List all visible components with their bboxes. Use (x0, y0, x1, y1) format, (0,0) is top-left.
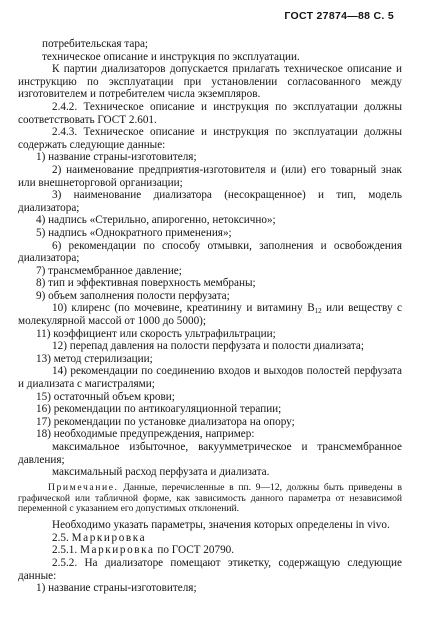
list-item-clearance (18, 302, 402, 327)
list-item: 17) рекомендации по установке диализатора на опору; (36, 415, 295, 428)
list-item: 14) рекомендации по соединению входов и выходов полостей перфузата и диализата с магистралями; (18, 365, 402, 391)
note (18, 483, 402, 515)
text-line: максимальное избыточное, вакуумметрическое и трансмембранное давления; (18, 441, 402, 466)
text-line: техническое описание и инструкция по эксплуатации. (42, 50, 300, 63)
subscript: 12 (314, 307, 322, 316)
paragraph-2-4-2: 2.4.2. Техническое описание и инструкция по эксплуатации должны соответствовать ГОСТ 2.601. (18, 100, 402, 126)
list-item: 18) необходимые предупреждения, например: (36, 428, 255, 441)
list-item: 7) трансмембранное давление; (36, 264, 182, 277)
paragraph-2-5-1 (18, 544, 402, 557)
text-line: максимальный расход перфузата и диализата. (52, 466, 270, 479)
section-title: Маркировка (71, 531, 147, 544)
list-item: 16) рекомендации по антикоагуляционной терапии; (36, 403, 282, 416)
list-item: 13) метод стерилизации; (36, 352, 153, 365)
text-run: 2.5.1. (52, 544, 80, 557)
paragraph-2-4-3: 2.4.3. Техническое описание и инструкция по эксплуатации должны содержать следующие данные: (18, 126, 402, 151)
text-run: 2.5. (52, 531, 72, 544)
list-item: 2) наименование предприятия-изготовителя и (или) его товарный знак или внешнеторговой организации; (18, 163, 402, 189)
note-label: Примечание. (48, 481, 119, 493)
text-run: 10) клиренс (по мочевине, креатинину и витамину B (52, 302, 315, 315)
text-line: потребительская тара; (42, 38, 149, 50)
list-item: 11) коэффициент или скорость ультрафильтрации; (36, 327, 276, 340)
text-run: или веществу с молекулярной массой от 1000 до 5000); (18, 302, 402, 328)
text-run: по ГОСТ 20790. (154, 544, 235, 557)
list-item: 8) тип и эффективная поверхность мембраны; (36, 277, 256, 290)
text-run-spaced: Маркировка (79, 544, 155, 557)
paragraph-2-5-2: 2.5.2. На диализаторе помещают этикетку, содержащую следующие данные: (18, 556, 402, 582)
page-header: ГОСТ 27874—88 С. 5 (284, 10, 394, 22)
note-text: Данные, перечисленные в пп. 9—12, должны быть приведены в графической или табличной форме, как зависимость данного параметра от независимой переменной с указанием его допустимых отклонений. (18, 481, 402, 515)
section-heading (18, 532, 402, 545)
list-item: 3) наименование диализатора (несокращенное) и тип, модель диализатора; (18, 189, 402, 214)
list-item: 9) объем заполнения полости перфузата; (36, 289, 230, 302)
list-item: 1) название страны-изготовителя; (36, 151, 197, 164)
list-item: 12) перепад давления на полости перфузата и полости диализата; (52, 340, 365, 353)
paragraph: К партии диализаторов допускается прилагать техническое описание и инструкцию по эксплуатации при установлении согласованного между изготовителем и потребителем числа экземпляров. (18, 63, 402, 101)
list-item: 15) остаточный объем крови; (36, 390, 175, 403)
paragraph: Необходимо указать параметры, значения которых определены in vivo. (52, 519, 390, 532)
list-item: 4) надпись «Стерильно, апирогенно, нетоксично»; (36, 214, 276, 227)
list-item: 1) название страны-изготовителя; (36, 582, 197, 595)
page-body (18, 38, 402, 595)
list-item: 6) рекомендации по способу отмывки, заполнения и освобождения диализатора; (18, 239, 402, 265)
list-item: 5) надпись «Однократного применения»; (36, 226, 232, 239)
